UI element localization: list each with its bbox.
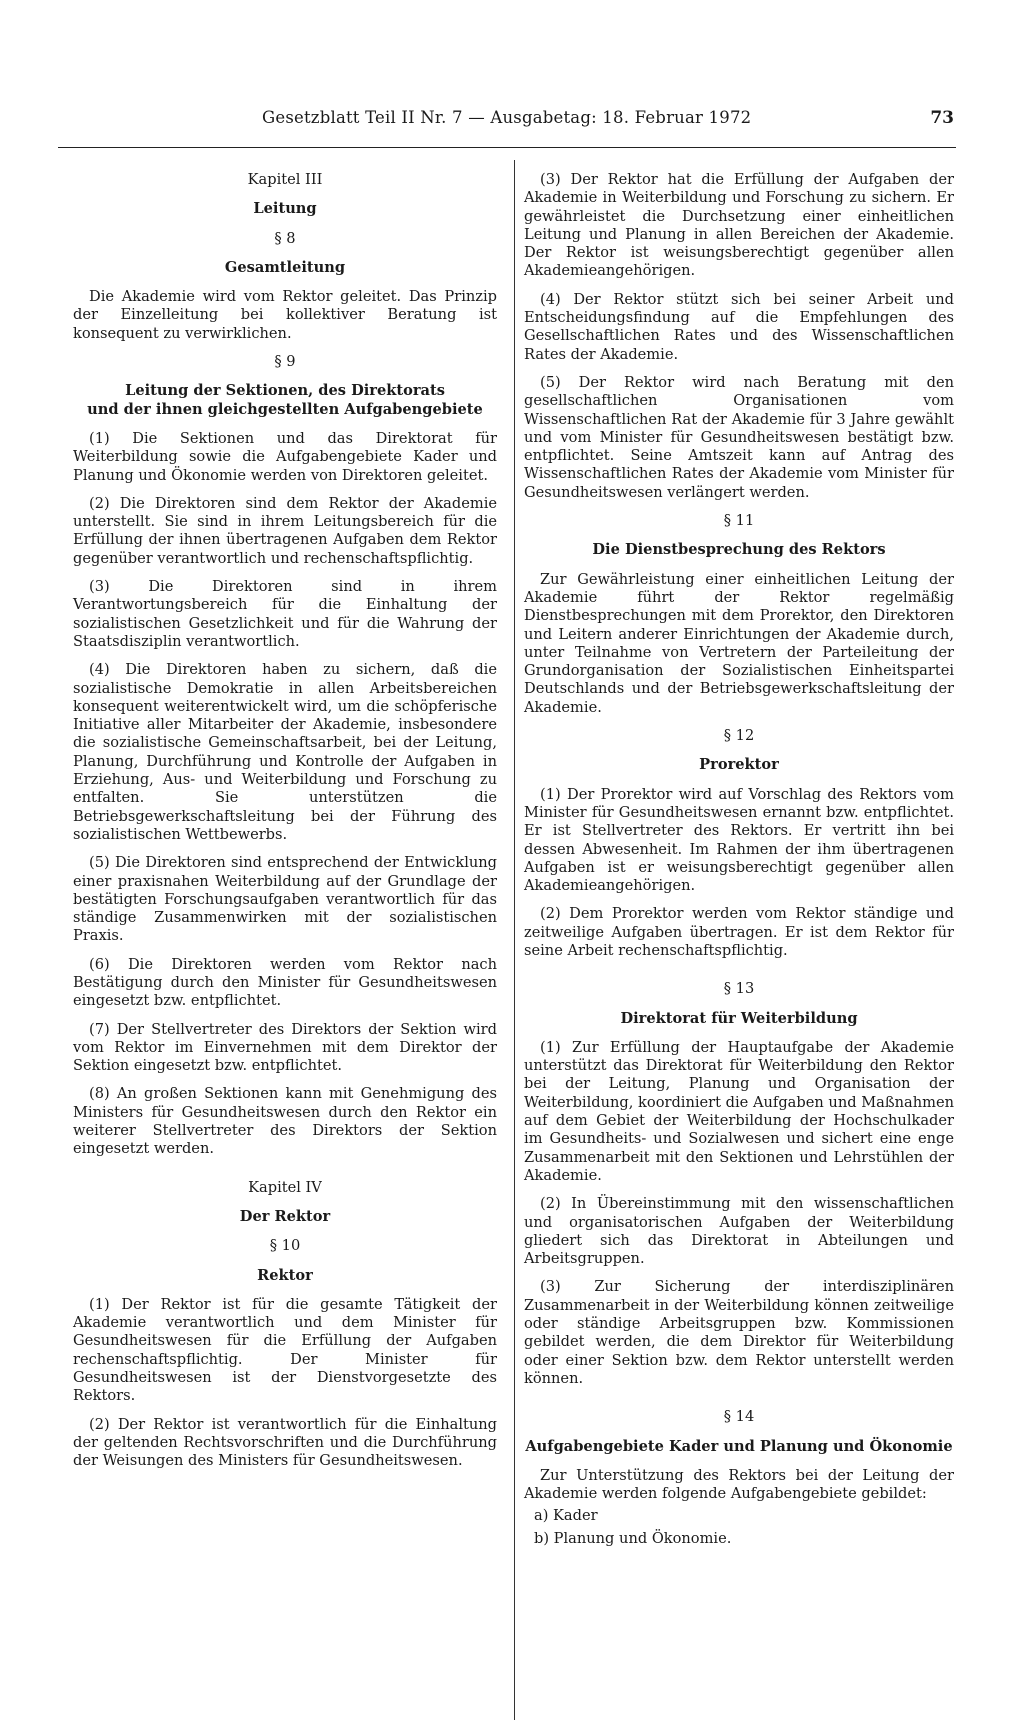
page-number: 73	[930, 108, 954, 128]
paragraph: Zur Unterstützung des Rektors bei der Leitung der Akademie werden folgende Aufgabengebiete gebildet:	[524, 1466, 954, 1503]
section-title: Gesamtleitung	[224, 258, 346, 276]
paragraph: (7) Der Stellvertreter des Direktors der Sektion wird vom Rektor im Einvernehmen mit dem Direktor der Sektion eingesetzt bzw. entpflichtet.	[73, 1020, 497, 1075]
right-column	[524, 171, 954, 1552]
paragraph: (2) Die Direktoren sind dem Rektor der Akademie unterstellt. Sie sind in ihrem Leitungsbereich für die Erfüllung der ihnen übertragenen Aufgaben dem Rektor gegenüber verantwortlich und rechenschaftspflichtig.	[73, 494, 497, 567]
section-title: und der ihnen gleichgestellten Aufgabengebiete	[87, 400, 483, 418]
paragraph: (3) Der Rektor hat die Erfüllung der Aufgaben der Akademie in Weiterbildung und Forschung zu sichern. Er gewährleistet die Durchsetzung einer einheitlichen Leitung und Planung in allen Bereichen der Akademie. Der Rektor ist weisungsberechtigt gegenüber allen Akademieangehörigen.	[524, 171, 954, 280]
header-divider	[58, 147, 956, 148]
paragraph: (1) Zur Erfüllung der Hauptaufgabe der Akademie unterstützt das Direktorat für Weiterbildung den Rektor bei der Leitung, Planung und Organisation der Weiterbildung, koordiniert die Aufgaben und Maßnahmen auf dem Gebiet der Weiterbildung der Hochschulkader im Gesundheits- und Sozialwesen und sichert eine enge Zusammenarbeit mit den Sektionen und Lehrstühlen der Akademie.	[524, 1038, 954, 1184]
paragraph: (3) Zur Sicherung der interdisziplinären Zusammenarbeit in der Weiterbildung können zeitweilige oder ständige Arbeitsgruppen bzw. Kommissionen gebildet werden, die dem Direktor für Weiterbildung oder einer Sektion bzw. dem Rektor unterstellt werden können.	[524, 1278, 954, 1387]
paragraph: (5) Die Direktoren sind entsprechend der Entwicklung einer praxisnahen Weiterbildung auf der Grundlage der bestätigten Forschungsaufgaben verantwortlich für das ständige Zusammenwirken mit der sozialistischen Praxis.	[73, 854, 497, 945]
chapter-heading: Kapitel IV	[248, 1178, 322, 1196]
paragraph: (2) Der Rektor ist verantwortlich für die Einhaltung der geltenden Rechtsvorschriften und die Durchführung der Weisungen des Ministers für Gesundheitswesen.	[73, 1415, 497, 1470]
gazette-title: Gesetzblatt Teil II Nr. 7 — Ausgabetag: 18. Februar 1972	[262, 108, 752, 127]
left-column	[73, 171, 497, 1481]
section-title: Leitung der Sektionen, des Direktorats	[125, 382, 445, 400]
section-number: § 9	[274, 353, 296, 371]
paragraph: (8) An großen Sektionen kann mit Genehmigung des Ministers für Gesundheitswesen durch den Rektor ein weiterer Stellvertreter des Direktors der Sektion eingesetzt werden.	[73, 1085, 497, 1158]
paragraph: (3) Die Direktoren sind in ihrem Verantwortungsbereich für die Einhaltung der sozialistischen Gesetzlichkeit und für die Wahrung der Staatsdisziplin verantwortlich.	[73, 578, 497, 650]
column-divider	[514, 160, 515, 1720]
section-number: § 11	[723, 512, 755, 530]
paragraph: (6) Die Direktoren werden vom Rektor nach Bestätigung durch den Minister für Gesundheitswesen eingesetzt bzw. entpflichtet.	[73, 955, 497, 1010]
list-item: b) Planung und Ökonomie.	[534, 1529, 732, 1547]
section-number: § 14	[723, 1408, 755, 1426]
section-title: Rektor	[257, 1266, 313, 1284]
paragraph: (4) Der Rektor stützt sich bei seiner Arbeit und Entscheidungsfindung auf die Empfehlungen des Gesellschaftlichen Rates und des Wissenschaftlichen Rates der Akademie.	[524, 290, 954, 363]
page-header	[58, 108, 954, 144]
section-title: Direktorat für Weiterbildung	[620, 1009, 858, 1027]
paragraph: (2) In Übereinstimmung mit den wissenschaftlichen und organisatorischen Aufgaben der Weiterbildung gliedert sich das Direktorat in Abteilungen und Arbeitsgruppen.	[524, 1195, 954, 1268]
paragraph: Zur Gewährleistung einer einheitlichen Leitung der Akademie führt der Rektor regelmäßig Dienstbesprechungen mit dem Prorektor, den Direktoren und Leitern anderer Einrichtungen der Akademie durch, unter Teilnahme von Vertretern der Parteileitung der Grundorganisation der Sozialistischen Einheitspartei Deutschlands und der Betriebsgewerkschaftsleitung der Akademie.	[524, 570, 954, 716]
paragraph: (1) Die Sektionen und das Direktorat für Weiterbildung sowie die Aufgabengebiete Kader und Planung und Ökonomie werden von Direktoren geleitet.	[73, 429, 497, 484]
paragraph: (4) Die Direktoren haben zu sichern, daß die sozialistische Demokratie in allen Arbeitsbereichen konsequent weiterentwickelt wird, um die schöpferische Initiative aller Mitarbeiter der Akademie, insbesondere die sozialistische Gemeinschaftsarbeit, bei der Leitung, Planung, Durchführung und Kontrolle der Aufgaben in Erziehung, Aus- und Weiterbildung und Forschung zu entfalten. Sie unterstützen die Betriebsgewerkschaftsleitung bei der Führung des sozialistischen Wettbewerbs.	[73, 661, 497, 843]
chapter-title: Leitung	[253, 200, 317, 218]
section-number: § 10	[269, 1237, 301, 1255]
paragraph: (5) Der Rektor wird nach Beratung mit den gesellschaftlichen Organisationen vom Wissenschaftlichen Rat der Akademie für 3 Jahre gewählt und vom Minister für Gesundheitswesen bestätigt bzw. entpflichtet. Seine Amtszeit kann auf Antrag des Wissenschaftlichen Rates der Akademie vom Minister für Gesundheitswesen verlängert werden.	[524, 373, 954, 501]
paragraph: (2) Dem Prorektor werden vom Rektor ständige und zeitweilige Aufgaben übertragen. Er ist dem Rektor für seine Arbeit rechenschaftspflichtig.	[524, 905, 954, 959]
paragraph: (1) Der Prorektor wird auf Vorschlag des Rektors vom Minister für Gesundheitswesen ernannt bzw. entpflichtet. Er ist Stellvertreter des Rektors. Er vertritt ihn bei dessen Abwesenheit. Im Rahmen der ihm übertragenen Aufgaben ist er weisungsberechtigt gegenüber allen Akademieangehörigen.	[524, 785, 954, 895]
section-number: § 8	[274, 229, 296, 247]
paragraph: Die Akademie wird vom Rektor geleitet. Das Prinzip der Einzelleitung bei kollektiver Beratung ist konsequent zu verwirklichen.	[73, 288, 497, 342]
spacer	[73, 1169, 497, 1179]
section-title: Aufgabengebiete Kader und Planung und Ökonomie	[525, 1437, 953, 1455]
chapter-heading: Kapitel III	[247, 171, 323, 188]
section-title: Prorektor	[699, 756, 779, 774]
list-item: a) Kader	[534, 1507, 598, 1525]
section-number: § 12	[723, 727, 755, 745]
chapter-title: Der Rektor	[239, 1207, 331, 1225]
section-number: § 13	[723, 980, 755, 998]
spacer	[524, 970, 954, 980]
paragraph: (1) Der Rektor ist für die gesamte Tätigkeit der Akademie verantwortlich und dem Minister für Gesundheitswesen für die Erfüllung der Aufgaben rechenschaftspflichtig. Der Minister für Gesundheitswesen ist der Dienstvorgesetzte des Rektors.	[73, 1295, 497, 1405]
spacer	[524, 1398, 954, 1408]
section-title: Die Dienstbesprechung des Rektors	[592, 541, 886, 559]
